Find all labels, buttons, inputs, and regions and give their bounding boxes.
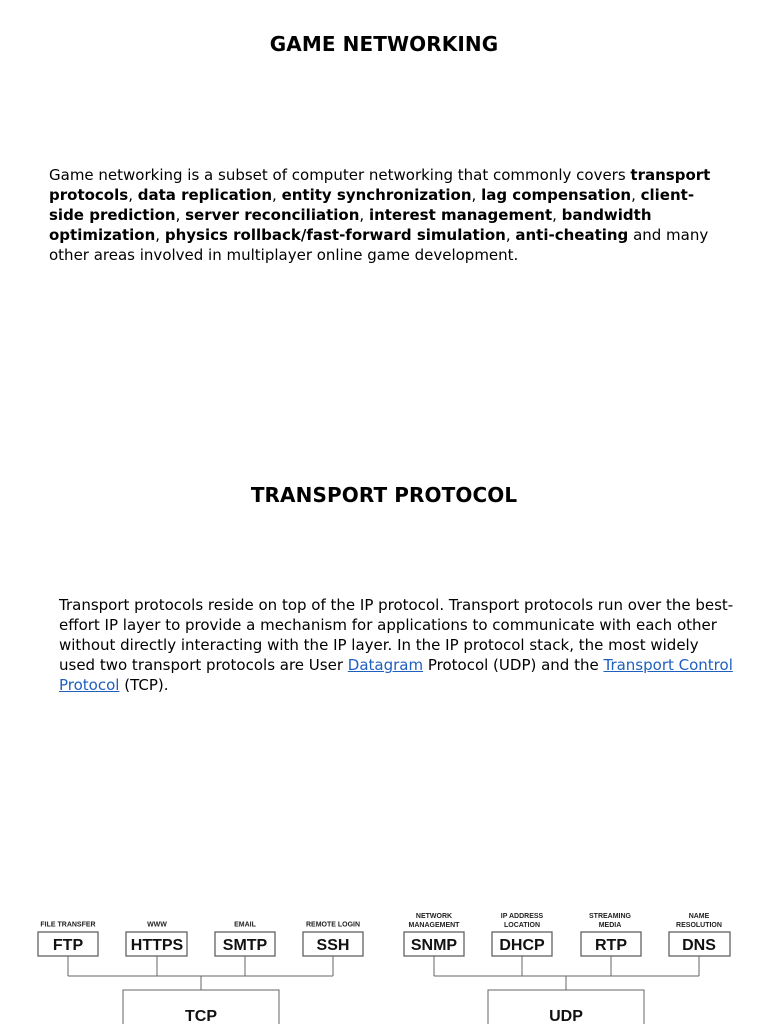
app-caption: RESOLUTION bbox=[676, 922, 722, 929]
app-caption: REMOTE LOGIN bbox=[305, 921, 361, 929]
bold-term: entity synchronization bbox=[281, 186, 472, 204]
app-caption: LOCATION bbox=[503, 922, 541, 929]
bold-term: physics rollback/fast-forward simulation bbox=[164, 226, 506, 244]
text-run: Protocol (UDP) and the bbox=[423, 656, 604, 674]
app-caption: MANAGEMENT bbox=[408, 922, 460, 929]
tcp-group bbox=[38, 922, 363, 1024]
text-run: , bbox=[359, 206, 369, 224]
text-run: , bbox=[175, 206, 186, 224]
bold-term: lag compensation bbox=[481, 186, 632, 204]
bold-term: data replication bbox=[137, 186, 273, 204]
udp-label: UDP bbox=[549, 1008, 583, 1024]
tcp-connector-lines bbox=[68, 956, 333, 990]
ssh-label: SSH bbox=[316, 937, 350, 954]
section-title-transport-protocol: TRANSPORT PROTOCOL bbox=[250, 483, 518, 507]
transport-protocol-paragraph bbox=[59, 595, 739, 695]
bold-term: bandwidth optimization bbox=[49, 206, 652, 244]
udp-connector-lines bbox=[434, 956, 699, 990]
game-networking-paragraph bbox=[49, 165, 721, 265]
datagram-link[interactable]: Datagram bbox=[347, 656, 424, 674]
bold-term: transport protocols bbox=[49, 166, 711, 204]
text-run: , bbox=[631, 186, 641, 204]
https-label: HTTPS bbox=[130, 937, 184, 954]
tcp-label: TCP bbox=[185, 1008, 217, 1024]
text-run: , bbox=[505, 226, 516, 244]
app-caption: EMAIL bbox=[234, 921, 256, 929]
bold-term: interest management bbox=[368, 206, 553, 224]
dhcp-label: DHCP bbox=[499, 937, 545, 954]
udp-group bbox=[404, 913, 730, 1024]
protocol-stack-diagram bbox=[0, 900, 768, 1024]
text-run: , bbox=[128, 186, 138, 204]
snmp-label: SNMP bbox=[410, 937, 458, 954]
text-run: and many other areas involved in multiplayer online game development. bbox=[49, 226, 709, 264]
app-caption: FILE TRANSFER bbox=[40, 921, 96, 929]
bold-term: client-side prediction bbox=[49, 186, 695, 224]
text-run: , bbox=[552, 206, 562, 224]
rtp-label: RTP bbox=[595, 937, 627, 954]
text-run: Game networking is a subset of computer networking that commonly covers bbox=[49, 166, 631, 184]
app-caption: IP ADDRESS bbox=[500, 913, 544, 920]
dns-label: DNS bbox=[682, 937, 716, 954]
section-title-game-networking: GAME NETWORKING bbox=[269, 32, 499, 56]
transport-control-protocol-link[interactable]: Transport Control Protocol bbox=[59, 656, 733, 694]
bold-term: server reconciliation bbox=[185, 206, 360, 224]
smtp-label: SMTP bbox=[222, 937, 268, 954]
app-caption: STREAMING bbox=[589, 913, 631, 920]
bold-term: anti-cheating bbox=[515, 226, 629, 244]
text-run: Transport protocols reside on top of the IP protocol. Transport protocols run over the best-effort IP layer to provide a mechanism for applications to communicate with each other without directly interacting with the IP layer. In the IP protocol stack, the most widely used two transport protocols are User bbox=[59, 596, 734, 674]
app-caption: NETWORK bbox=[415, 913, 453, 920]
text-run: , bbox=[272, 186, 282, 204]
text-run: , bbox=[155, 226, 165, 244]
app-caption: MEDIA bbox=[598, 922, 622, 929]
ftp-label: FTP bbox=[52, 937, 84, 954]
app-caption: NAME bbox=[688, 913, 710, 920]
text-run: (TCP). bbox=[119, 676, 169, 694]
text-run: , bbox=[471, 186, 482, 204]
app-caption: WWW bbox=[147, 921, 167, 929]
